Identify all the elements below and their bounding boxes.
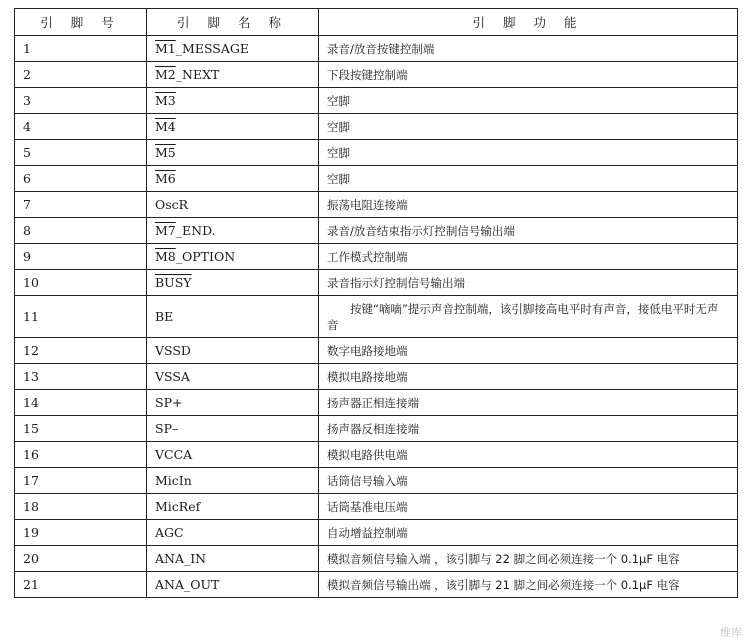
table-row <box>15 244 738 270</box>
pin-name-overlined: M2 <box>155 67 176 82</box>
table-row <box>15 218 738 244</box>
pin-name <box>147 140 319 166</box>
pin-name-overlined: M7 <box>155 223 176 238</box>
pin-function: 模拟音频信号输入端 ，该引脚与 22 脚之间必须连接一个 0.1μF 电容 <box>319 546 738 572</box>
pin-function: 录音/放音按键控制端 <box>319 36 738 62</box>
pin-function: 录音/放音结束指示灯控制信号输出端 <box>319 218 738 244</box>
pin-number: 3 <box>15 88 147 114</box>
pin-name <box>147 494 319 520</box>
pin-name <box>147 244 319 270</box>
pin-function: 话筒基准电压端 <box>319 494 738 520</box>
pin-function: 数字电路接地端 <box>319 338 738 364</box>
watermark: 维库 <box>720 626 742 639</box>
pin-function: 扬声器正相连接端 <box>319 390 738 416</box>
pin-number: 5 <box>15 140 147 166</box>
pin-number: 10 <box>15 270 147 296</box>
pin-name <box>147 338 319 364</box>
table-row <box>15 114 738 140</box>
pin-name-suffix: VSSD <box>155 343 191 358</box>
header-pin-name: 引 脚 名 称 <box>147 9 319 36</box>
pin-name <box>147 390 319 416</box>
pin-name-overlined: M1 <box>155 41 176 56</box>
header-pin-number: 引 脚 号 <box>15 9 147 36</box>
pin-function: 扬声器反相连接端 <box>319 416 738 442</box>
pin-name-suffix: AGC <box>155 525 184 540</box>
pin-name <box>147 62 319 88</box>
pin-name-overlined: M5 <box>155 145 176 160</box>
pin-number: 6 <box>15 166 147 192</box>
pin-name <box>147 270 319 296</box>
pin-name-suffix: _MESSAGE <box>175 41 249 56</box>
pin-name <box>147 36 319 62</box>
table-row <box>15 140 738 166</box>
pin-number: 1 <box>15 36 147 62</box>
pin-name-overlined: M3 <box>155 93 176 108</box>
pin-name-suffix: VCCA <box>155 447 193 462</box>
pin-name-suffix: VSSA <box>155 369 190 384</box>
pin-function: 按键“嘀嘀”提示声音控制端，该引脚接高电平时有声音，接低电平时无声音 <box>319 296 738 338</box>
pin-name-overlined: M4 <box>155 119 176 134</box>
table-row <box>15 192 738 218</box>
header-pin-function: 引 脚 功 能 <box>319 9 738 36</box>
table-row <box>15 572 738 598</box>
pin-number: 13 <box>15 364 147 390</box>
table-row <box>15 546 738 572</box>
pin-name-suffix: MicRef <box>155 499 201 514</box>
pin-number: 21 <box>15 572 147 598</box>
table-row <box>15 296 738 338</box>
header-row <box>15 9 738 36</box>
pin-name <box>147 546 319 572</box>
pin-number: 17 <box>15 468 147 494</box>
pin-function: 振荡电阻连接端 <box>319 192 738 218</box>
pin-function: 空脚 <box>319 88 738 114</box>
pin-number: 11 <box>15 296 147 338</box>
pin-name <box>147 88 319 114</box>
pin-name <box>147 192 319 218</box>
table-row <box>15 364 738 390</box>
pin-number: 7 <box>15 192 147 218</box>
pin-number: 15 <box>15 416 147 442</box>
pin-function: 工作模式控制端 <box>319 244 738 270</box>
pin-name-overlined: BUSY <box>155 275 192 290</box>
pin-name <box>147 364 319 390</box>
table-row <box>15 416 738 442</box>
table-row <box>15 62 738 88</box>
table-row <box>15 88 738 114</box>
table-row <box>15 270 738 296</box>
pin-number: 12 <box>15 338 147 364</box>
pin-function: 下段按键控制端 <box>319 62 738 88</box>
table-row <box>15 442 738 468</box>
pin-number: 4 <box>15 114 147 140</box>
pin-number: 19 <box>15 520 147 546</box>
pin-name-overlined: M8 <box>155 249 176 264</box>
table-row <box>15 390 738 416</box>
pin-name <box>147 468 319 494</box>
pin-name-suffix: MicIn <box>155 473 192 488</box>
pin-name <box>147 572 319 598</box>
pin-name-suffix: OscR <box>155 197 189 212</box>
pin-name <box>147 416 319 442</box>
pin-name <box>147 218 319 244</box>
pin-name <box>147 520 319 546</box>
pin-number: 2 <box>15 62 147 88</box>
pin-function: 模拟音频信号输出端 ，该引脚与 21 脚之间必须连接一个 0.1μF 电容 <box>319 572 738 598</box>
pin-number: 20 <box>15 546 147 572</box>
table-row <box>15 166 738 192</box>
pin-function: 模拟电路供电端 <box>319 442 738 468</box>
pin-name <box>147 114 319 140</box>
pin-function: 模拟电路接地端 <box>319 364 738 390</box>
pin-name <box>147 442 319 468</box>
table-row <box>15 468 738 494</box>
table-row <box>15 338 738 364</box>
pin-function-table <box>14 8 738 598</box>
pin-name <box>147 296 319 338</box>
pin-function: 自动增益控制端 <box>319 520 738 546</box>
pin-name-suffix: SP– <box>155 421 179 436</box>
pin-number: 14 <box>15 390 147 416</box>
pin-number: 9 <box>15 244 147 270</box>
table-row <box>15 494 738 520</box>
pin-function: 空脚 <box>319 166 738 192</box>
pin-name-suffix: BE <box>155 309 174 324</box>
pin-function: 话筒信号输入端 <box>319 468 738 494</box>
pin-number: 8 <box>15 218 147 244</box>
pin-number: 16 <box>15 442 147 468</box>
pin-name-suffix: SP+ <box>155 395 183 410</box>
pin-name-suffix: _OPTION <box>175 249 236 264</box>
pin-function: 空脚 <box>319 114 738 140</box>
pin-number: 18 <box>15 494 147 520</box>
pin-function: 录音指示灯控制信号输出端 <box>319 270 738 296</box>
table-row <box>15 36 738 62</box>
pin-name <box>147 166 319 192</box>
pin-name-overlined: M6 <box>155 171 176 186</box>
pin-name-suffix: _END. <box>175 223 216 238</box>
table-row <box>15 520 738 546</box>
pin-name-suffix: _NEXT <box>175 67 220 82</box>
pin-function: 空脚 <box>319 140 738 166</box>
pin-name-suffix: ANA_OUT <box>155 577 220 592</box>
pin-name-suffix: ANA_IN <box>155 551 207 566</box>
